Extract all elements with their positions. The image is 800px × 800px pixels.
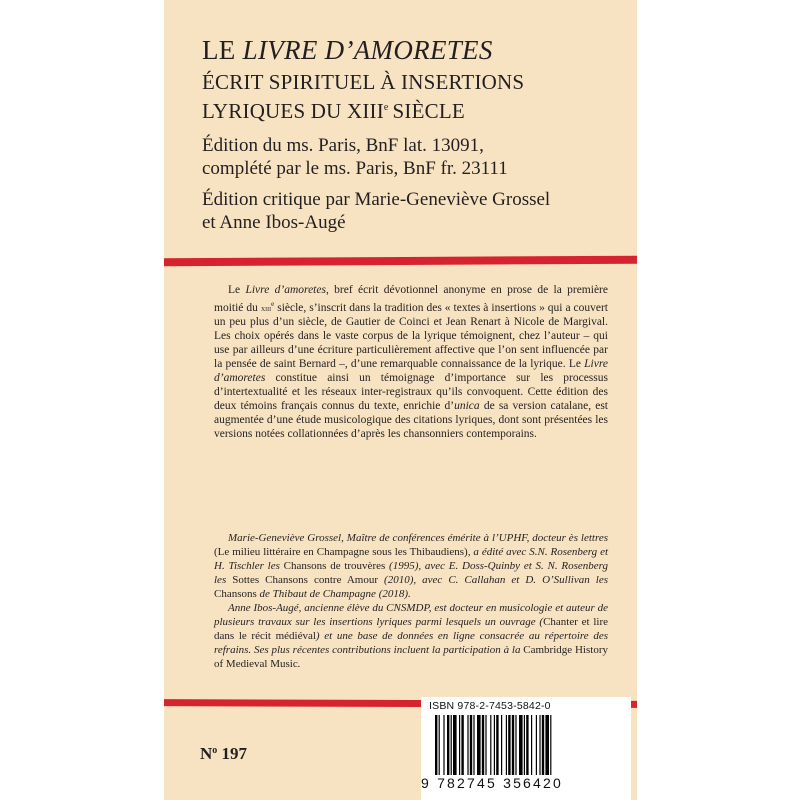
editors-line-1: Édition critique par Marie-Geneviève Grossel — [202, 189, 551, 210]
barcode-bar — [443, 715, 444, 775]
barcode-bar — [496, 715, 498, 775]
series-number: $N^o$ 197 — [200, 744, 248, 763]
book-subtitle — [202, 70, 622, 124]
barcode-bar — [482, 715, 484, 775]
barcode-bar — [451, 715, 452, 775]
barcode-bar — [531, 715, 532, 775]
barcode-bar — [524, 715, 525, 775]
barcode-bar — [519, 715, 523, 775]
barcode-bar — [467, 715, 468, 775]
barcode-bar — [490, 715, 491, 775]
subtitle-line-1: ÉCRIT SPIRITUEL À INSERTIONS — [202, 70, 525, 94]
barcode-bar — [545, 715, 549, 775]
book-back-cover — [164, 0, 637, 800]
book-summary: Le Livre d’amoretes, bref écrit dévotionnel anonyme en prose de la première moitié du xiii$^e$ siècle, s’inscrit dans la tradition des « textes à insertions » qui a couvert un peu plus d’un siècle, de Gautier de Coinci et Jean Renart à Nicole de Margival. Les choix opérés dans le vaste corpus de la lyrique témoignent, chez l’auteur – qui use par ailleurs d’une écriture particulièrement affective que l’on sent influencée par la pensée de saint Bernard –, d’une remarquable connaissance de la lyrique. Le Livre d’amoretes constitue ainsi un témoignage d’importance sur les processus d’intertextualité et les réseaux inter-registraux qu’ils convoquent. Cette édition des deux témoins français connus du texte, enrichie d’unica de sa version catalane, est augmentée d’une étude musicologique des citations lyriques, dont sont présentées les versions notées collationnées d’après les chansonniers contemporains. — [214, 284, 609, 440]
barcode-bar — [477, 715, 481, 775]
title-block — [202, 34, 622, 234]
barcode-bar — [536, 715, 537, 775]
barcode-bar — [515, 715, 516, 775]
edition-line-1: Édition du ms. Paris, BnF lat. 13091, — [202, 135, 484, 156]
barcode-bar — [461, 715, 463, 775]
barcode-bar — [501, 715, 502, 775]
barcode-bars — [435, 715, 625, 775]
editors — [202, 188, 622, 234]
barcode-digits: 9 782745 356420 — [421, 775, 563, 791]
subtitle-line-2: LYRIQUES DU XIIIe SIÈCLE — [202, 99, 465, 123]
author-bios — [214, 531, 608, 671]
barcode-bar — [550, 715, 551, 775]
isbn-label: ISBN 978-2-7453-5842-0 — [429, 700, 551, 712]
isbn-barcode — [421, 697, 631, 800]
barcode-bar — [506, 715, 507, 775]
barcode-bar — [470, 715, 472, 775]
barcode-bar — [459, 715, 460, 775]
barcode-bar — [453, 715, 457, 775]
barcode-bar — [485, 715, 486, 775]
barcode-bar — [542, 715, 544, 775]
barcode-bar — [473, 715, 474, 775]
barcode-bar — [439, 715, 440, 775]
edition-line-2: complété par le ms. Paris, BnF fr. 23111 — [202, 158, 508, 179]
barcode-bar — [539, 715, 540, 775]
barcode-bar — [512, 715, 514, 775]
barcode-bar — [447, 715, 449, 775]
bio-ibos-auge: Anne Ibos-Augé, ancienne élève du CNSMDP, est docteur en musicologie et auteur de plusieurs travaux sur les insertions lyriques parmi lesquels un ouvrage (Chanter et lire dans le récit médiéval) et une base de données en ligne consacrée au répertoire des refrains. Ses plus récentes contributions incluent la participation à la Cambridge History of Medieval Music. — [214, 602, 608, 670]
editors-line-2: et Anne Ibos-Augé — [202, 212, 346, 233]
barcode-bar — [508, 715, 510, 775]
barcode-bar — [526, 715, 528, 775]
book-title-italic: LIVRE D’AMORETES — [242, 35, 493, 65]
bio-grossel: Marie-Geneviève Grossel, Maître de conférences émérite à l’UPHF, docteur ès lettres (Le milieu littéraire en Champagne sous les Thibaudiens), a édité avec S.N. Rosenberg et H. Tischler les Chansons de trouvères (1995), avec E. Doss-Quinby et S. N. Rosenberg les Sottes Chansons contre Amour (2010), avec C. Callahan et D. O’Sullivan les Chansons de Thibaut de Champagne (2018). — [214, 532, 609, 600]
barcode-bar — [435, 715, 437, 775]
red-rule-top — [164, 256, 637, 267]
book-title: LE LIVRE D’AMORETES — [202, 35, 493, 65]
edition-source — [202, 134, 622, 180]
barcode-bar — [494, 715, 495, 775]
